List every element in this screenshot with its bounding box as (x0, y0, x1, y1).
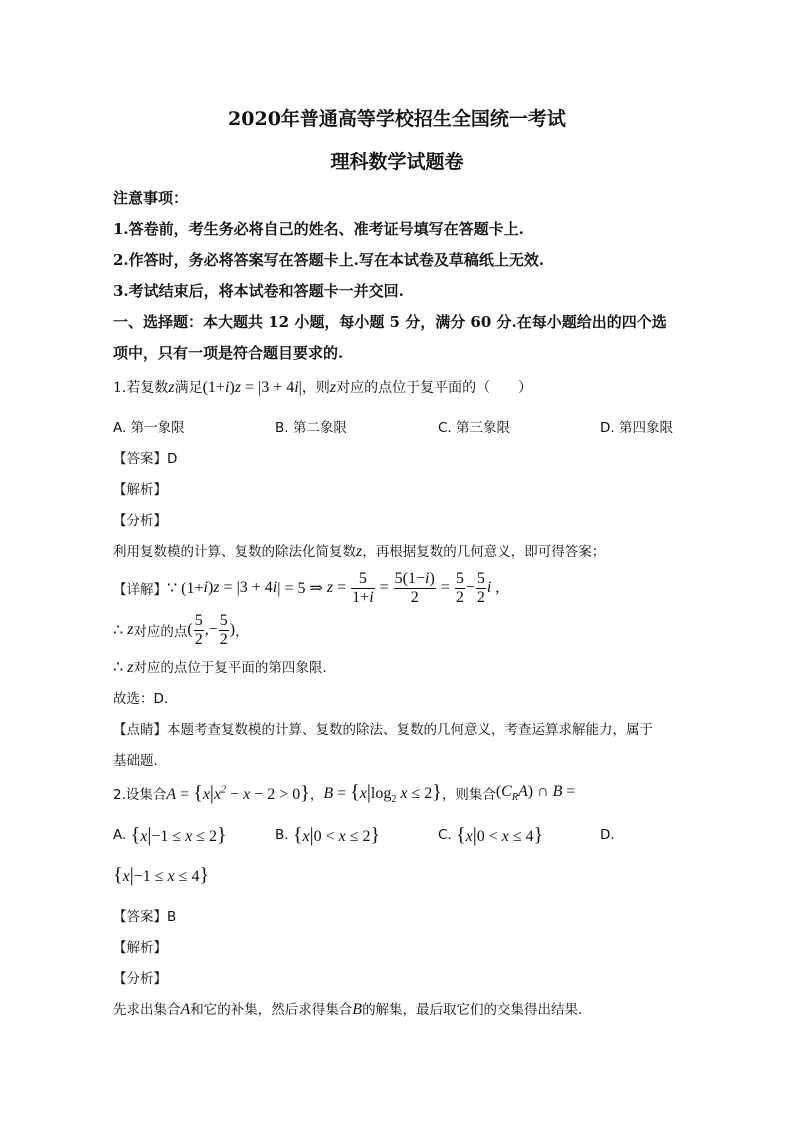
q1-fenxi-label: 【分析】 (113, 513, 167, 529)
q1-jiexi-label: 【解析】 (113, 482, 167, 498)
q1-detail: 【详解】 ∵ (1+ i ) z = |3 + 4 i | = 5 ⇒ z = $\frac{5}{1+i}$ = $\frac{5(1-i)}{2}$ = $\frac{5}{2}$ − $\frac{5}{2}$ i , (113, 569, 500, 606)
q1-option-c: C. 第三象限 (438, 420, 511, 436)
q2-analysis: 先求出集合A和它的补集，然后求得集合B的解集，最后取它们的交集得出结果. (113, 1001, 583, 1018)
notice-item-3: 3.考试结束后，将本试卷和答题卡一并交回. (113, 282, 404, 300)
q1-option-b: B. 第二象限 (275, 420, 347, 436)
page-title: 2020年普通高等学校招生全国统一考试 (228, 108, 566, 130)
q2-option-c: C. {x|0 < x ≤ 4} (438, 823, 544, 846)
q2-option-a: A. {x|−1 ≤ x ≤ 2} (113, 823, 227, 846)
q2-jiexi-label: 【解析】 (113, 940, 167, 956)
question-1-stem: 1.若复数z满足(1+i)z = |3 + 4i|，则z对应的点位于复平面的（ ） (113, 379, 533, 396)
q2-option-d-label: D. (600, 827, 615, 843)
q1-comment-line1: 【点睛】本题考查复数模的计算、复数的除法、复数的几何意义，考查运算求解能力，属于 (113, 722, 653, 738)
page-subtitle: 理科数学试题卷 (330, 151, 464, 173)
q1-option-a: A. 第一象限 (113, 420, 185, 436)
q1-answer: 【答案】D (113, 451, 178, 467)
q1-quadrant-line: ∴ z对应的点位于复平面的第四象限. (113, 659, 327, 676)
notice-item-2: 2.作答时，务必将答案写在答题卡上.写在本试卷及草稿纸上无效. (113, 251, 545, 269)
q1-choice: 故选：D. (113, 691, 169, 707)
question-2-stem: 2.设集合 $A = \{x|x^2 - x - 2 > 0\}$ ， $B = \{x|\log_2$ x ≤ 2} ，则集合 $(C_RA)$ ∩ B = (113, 780, 576, 806)
q2-option-d: {x|−1 ≤ x ≤ 4} (113, 863, 210, 886)
notice-item-1: 1.答卷前，考生务必将自己的姓名、准考证号填写在答题卡上. (113, 220, 524, 238)
section-heading-line2: 项中，只有一项是符合题目要求的. (113, 344, 344, 362)
q1-comment-line2: 基础题. (113, 753, 158, 769)
q1-point-line: ∴ z 对应的点 ( $\frac{5}{2}$ ,− $\frac{5}{2}$ ) ， (113, 611, 249, 648)
q2-answer: 【答案】B (113, 909, 177, 925)
q1-option-d: D. 第四象限 (600, 420, 673, 436)
q1-analysis: 利用复数模的计算、复数的除法化简复数z，再根据复数的几何意义，即可得答案； (113, 543, 606, 560)
q2-fenxi-label: 【分析】 (113, 971, 167, 987)
section-heading-line1: 一、选择题：本大题共 12 小题，每小题 5 分，满分 60 分.在每小题给出的四个选 (113, 313, 667, 331)
notice-heading: 注意事项： (113, 189, 189, 207)
q2-option-b: B. {x|0 < x ≤ 2} (275, 823, 381, 846)
